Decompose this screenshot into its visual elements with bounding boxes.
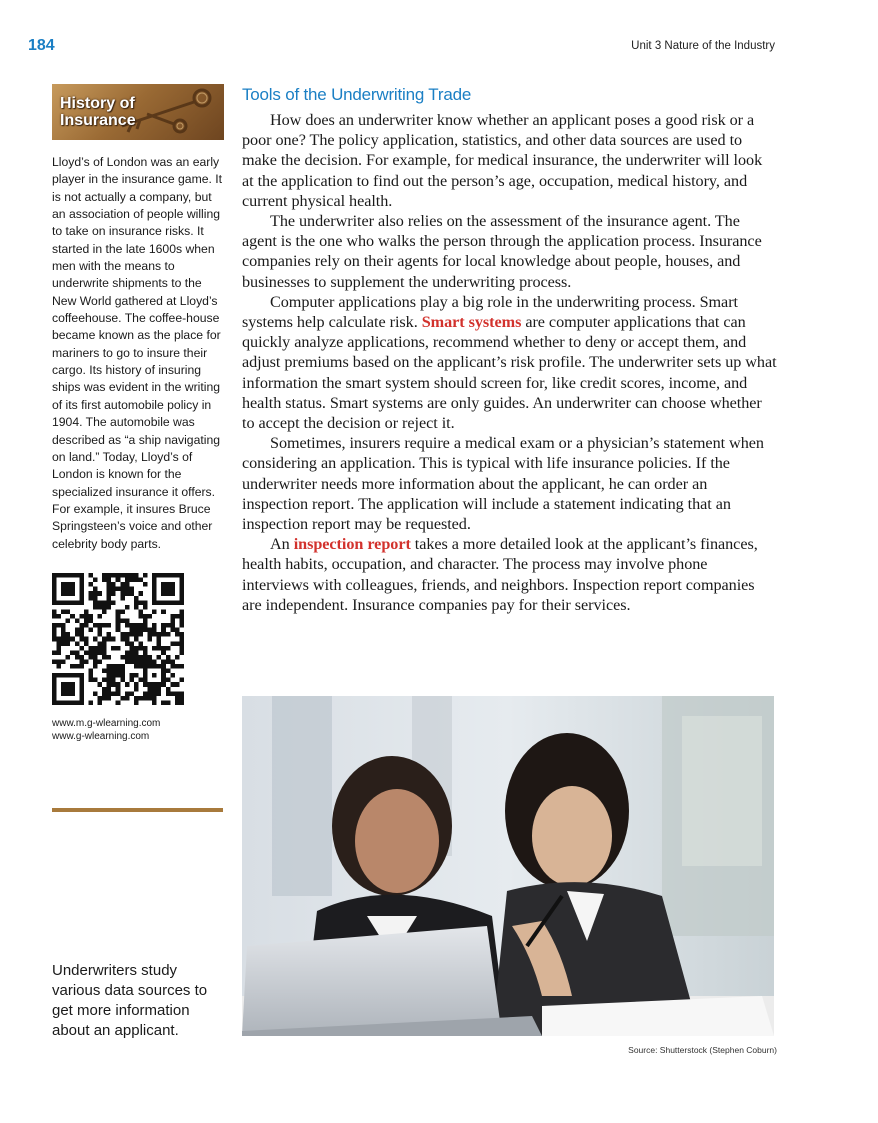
paragraph-5-end: takes a more detailed look at the applicant’s finances, health habits, occupation, and character. The process may involve phone interviews with colleagues, friends, and neighbors. Inspection report companies are independent. Insurance companies pay for their services. bbox=[242, 535, 758, 614]
paragraph-1: How does an underwriter know whether an applicant poses a good risk or a poor one? The policy application, statistics, and other data sources are used to make the decision. For example, for medical insurance, the underwriter will look at the application to find out the person’s age, occupation, medical history, and current physical health. bbox=[242, 111, 763, 210]
running-head: Unit 3 Nature of the Industry bbox=[631, 40, 775, 52]
qr-links bbox=[52, 717, 224, 743]
web-link[interactable]: www.g-wlearning.com bbox=[52, 730, 150, 742]
history-sidebar bbox=[52, 84, 224, 743]
office-photo bbox=[242, 696, 774, 1036]
term-smart-systems: Smart systems bbox=[421, 313, 522, 332]
paragraph-4: Sometimes, insurers require a medical exam or a physician’s statement when considering an application. This is typical with life insurance policies. If the underwriter needs more information about the applicant, he can order an inspection report. The application will include a statement indicating that an inspection report may be requested. bbox=[242, 434, 764, 534]
history-title-line1: History of bbox=[60, 95, 135, 112]
history-banner bbox=[52, 84, 224, 140]
history-title bbox=[60, 95, 136, 129]
qr-code[interactable] bbox=[52, 573, 184, 705]
section-heading: Tools of the Underwriting Trade bbox=[242, 85, 472, 104]
paragraph-3-end: are computer applications that can quickly analyze applications, recommend whether to deny or accept them, and adjust premiums based on the applicant’s risk profile. The underwriter sets up what information the smart system should screen for, like credit scores, income, and health status. Smart systems are only guides. An underwriter can choose whether to accept the decision or reject it. bbox=[242, 313, 777, 433]
paragraph-3-start: Computer applications play a big role in the underwriting process. Smart systems help calculate risk. bbox=[242, 292, 738, 332]
paragraph-5 bbox=[242, 534, 777, 615]
history-title-line2: Insurance bbox=[60, 112, 136, 129]
body-text bbox=[242, 110, 777, 615]
photo-caption: Underwriters study various data sources to get more information about an applicant. bbox=[52, 962, 208, 1039]
page-number: 184 bbox=[28, 37, 55, 54]
paragraph-3 bbox=[242, 292, 777, 433]
sidebar-divider bbox=[52, 808, 223, 812]
paragraph-5-start: An bbox=[270, 535, 294, 554]
paragraph-2: The underwriter also relies on the assessment of the insurance agent. The agent is the one who walks the person through the application process. Insurance companies rely on their agents for local knowledge about people, houses, and businesses to supplement the underwriting process. bbox=[242, 212, 762, 291]
mobile-link[interactable]: www.m.g-wlearning.com bbox=[52, 717, 161, 729]
term-inspection-report: inspection report bbox=[293, 535, 411, 554]
history-body: Lloyd’s of London was an early player in the insurance game. It is not actually a company, but an association of people willing to take on insurance risks. It started in the late 1600s when men with the means to underwrite shipments to the New World gathered at Lloyd’s coffeehouse. The coffee-house became known as the place for mariners to go to insure their cargo. Its history of insuring ships was evident in the writing of its first automobile policy in 1904. The automobile was described as “a ship navigating on land.” Today, Lloyd’s of London is known for the specialized insurance it offers. For example, it insures Bruce Springsteen’s voice and other celebrity body parts. bbox=[52, 155, 223, 551]
photo-credit: Source: Shutterstock (Stephen Coburn) bbox=[628, 1045, 777, 1055]
two-women-laptop-image bbox=[242, 696, 774, 1036]
